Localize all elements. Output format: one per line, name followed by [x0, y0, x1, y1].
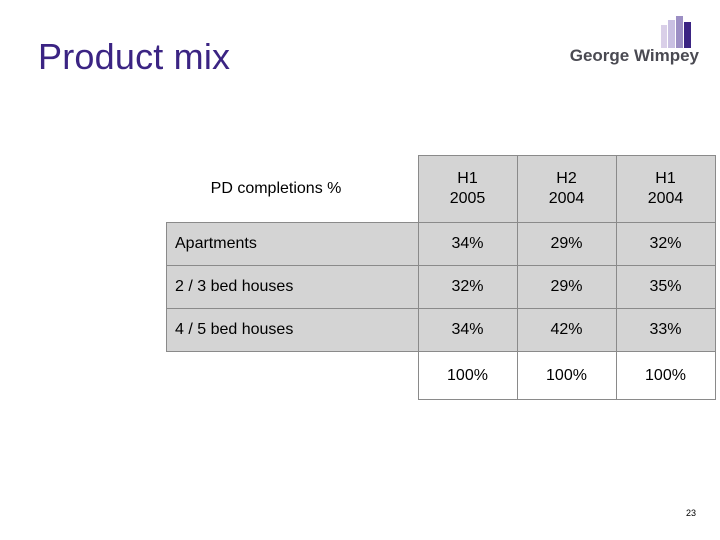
header-label: PD completions %	[210, 179, 342, 197]
table-cell: 33%	[616, 309, 715, 352]
table-cell: 42%	[517, 309, 616, 352]
product-mix-table	[166, 155, 716, 400]
row-label: 2 / 3 bed houses	[167, 266, 419, 309]
table-cell: 32%	[616, 223, 715, 266]
totals-row	[167, 352, 716, 400]
column-header-h1-2005	[418, 156, 517, 223]
table-row	[167, 223, 716, 266]
row-label: Apartments	[167, 223, 419, 266]
column-year: 2005	[449, 190, 486, 207]
george-wimpey-logo	[566, 16, 701, 72]
page-number: 23	[685, 508, 696, 518]
table-row	[167, 266, 716, 309]
slide-title: Product mix	[38, 36, 231, 77]
total-cell: 100%	[616, 352, 715, 400]
column-period: H2	[556, 170, 577, 187]
total-cell: 100%	[418, 352, 517, 400]
column-year: 2004	[548, 190, 585, 207]
table-cell: 35%	[616, 266, 715, 309]
total-cell: 100%	[517, 352, 616, 400]
column-header-h1-2004	[616, 156, 715, 223]
table-cell: 34%	[418, 309, 517, 352]
totals-label-spacer	[167, 352, 419, 400]
table-cell: 34%	[418, 223, 517, 266]
logo-bars-icon	[659, 16, 695, 50]
table-cell: 29%	[517, 266, 616, 309]
table-cell: 32%	[418, 266, 517, 309]
column-year: 2004	[647, 190, 684, 207]
column-period: H1	[457, 170, 478, 187]
table-row	[167, 309, 716, 352]
table-header-row	[167, 156, 716, 223]
column-header-h2-2004	[517, 156, 616, 223]
table-cell: 29%	[517, 223, 616, 266]
column-period: H1	[655, 170, 676, 187]
logo-text: George Wimpey	[569, 46, 699, 65]
row-label: 4 / 5 bed houses	[167, 309, 419, 352]
